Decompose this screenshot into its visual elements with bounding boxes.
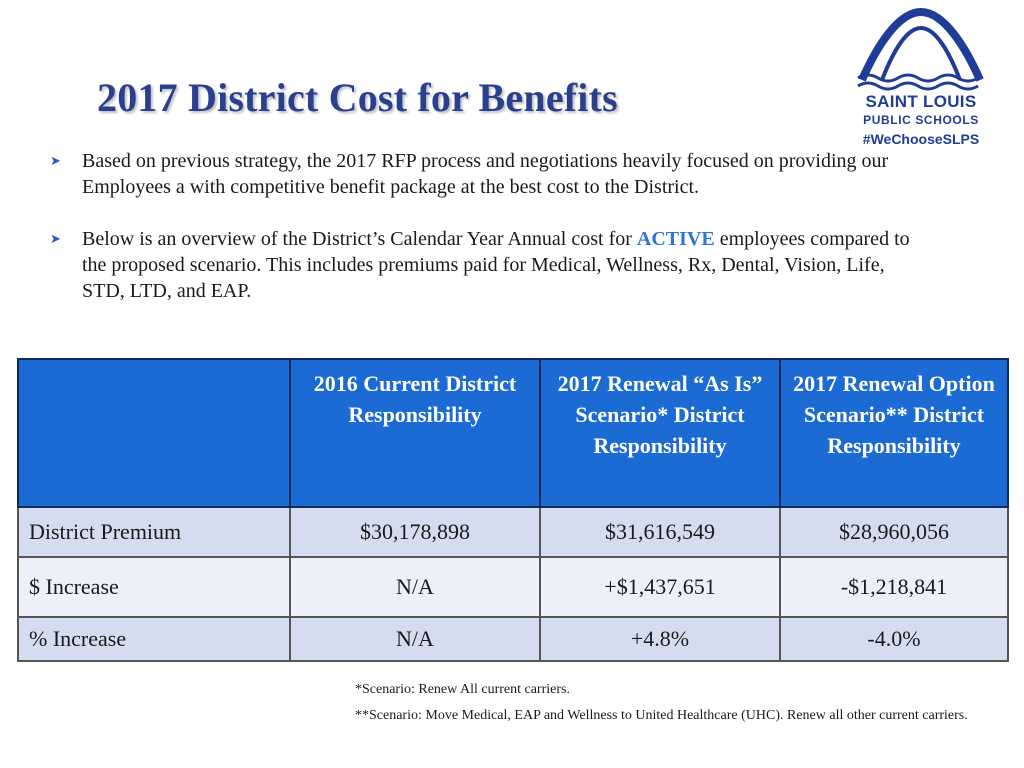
table-cell: $31,616,549 — [540, 507, 780, 557]
table-cell: $28,960,056 — [780, 507, 1008, 557]
school-logo — [838, 8, 1004, 148]
benefits-cost-table — [17, 358, 1009, 662]
table-header-row — [18, 359, 1008, 507]
footnote: *Scenario: Renew All current carriers. — [355, 682, 570, 697]
row-label: District Premium — [18, 507, 290, 557]
table-cell: -4.0% — [780, 617, 1008, 661]
table-cell: N/A — [290, 617, 540, 661]
bullet-text — [82, 226, 930, 304]
table-header-cell — [18, 359, 290, 507]
footnote: **Scenario: Move Medical, EAP and Wellness to United Healthcare (UHC). Renew all other current carriers. — [355, 708, 968, 723]
logo-line-1: SAINT LOUIS — [865, 92, 977, 111]
row-label: $ Increase — [18, 557, 290, 617]
table-cell: N/A — [290, 557, 540, 617]
bullet-text: Based on previous strategy, the 2017 RFP process and negotiations heavily focused on providing our Employees a with competitive benefit package at the best cost to the District. — [82, 150, 889, 198]
table-row — [18, 617, 1008, 661]
table-cell: +4.8% — [540, 617, 780, 661]
row-label: % Increase — [18, 617, 290, 661]
active-highlight: ACTIVE — [636, 228, 715, 250]
table-header-cell: 2017 Renewal Option Scenario** District Responsibility — [780, 359, 1008, 507]
arrow-bullet-icon: ➤ — [50, 231, 61, 246]
bullet-list — [50, 148, 930, 304]
bullet-item — [50, 226, 930, 304]
bullet-text-after: employees compared to the proposed scenario. This includes premiums paid for Medical, Wellness, Rx, Dental, Vision, Life, STD, LTD, and EAP. — [82, 228, 910, 302]
table-row — [18, 507, 1008, 557]
table-header-cell: 2017 Renewal “As Is” Scenario* District Responsibility — [540, 359, 780, 507]
page-title: 2017 District Cost for Benefits — [97, 75, 618, 120]
gateway-arch-icon — [856, 8, 986, 94]
table-row — [18, 557, 1008, 617]
table-header-cell: 2016 Current District Responsibility — [290, 359, 540, 507]
logo-hashtag: #WeChooseSLPS — [862, 131, 980, 147]
table-cell: +$1,437,651 — [540, 557, 780, 617]
arrow-bullet-icon: ➤ — [50, 153, 61, 168]
footnotes — [355, 680, 1015, 726]
logo-line-2: PUBLIC SCHOOLS — [863, 113, 979, 127]
bullet-item — [50, 148, 930, 200]
table-cell: $30,178,898 — [290, 507, 540, 557]
bullet-text-before: Below is an overview of the District’s Calendar Year Annual cost for — [82, 228, 637, 250]
table-cell: -$1,218,841 — [780, 557, 1008, 617]
